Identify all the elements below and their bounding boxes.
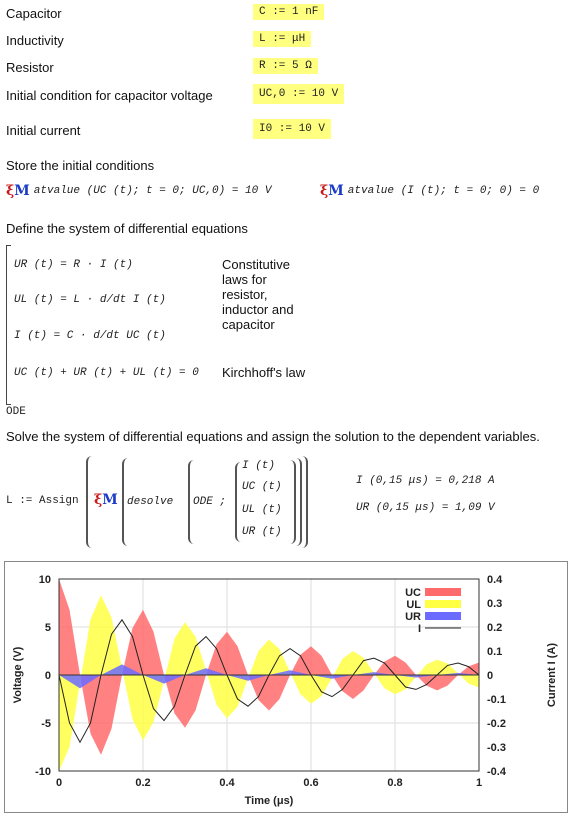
legend-label: I — [417, 623, 421, 635]
initial-current-definition[interactable]: I0 := 10 V — [253, 119, 331, 139]
store-expr-text-1: atvalue (UC (t); t = 0; UC,0) = 10 V — [33, 185, 272, 197]
y-tick-label: -5 — [41, 718, 51, 730]
legend-swatch-uc — [425, 588, 461, 596]
def-label-initial-current: Initial current — [6, 123, 81, 138]
equation-inductor[interactable]: UL (t) = L · d/dt I (t) — [14, 294, 166, 306]
ode-argument: ODE ; — [193, 496, 227, 508]
symbolic-icon: ξM — [320, 183, 344, 199]
solve-heading: Solve the system of differential equations and assign the solution to the dependent variables. — [6, 429, 540, 444]
x-tick-label: 1 — [475, 777, 483, 789]
result-current[interactable]: I (0,15 μs) = 0,218 A — [356, 475, 495, 487]
y2-tick-label: 0.3 — [487, 598, 503, 610]
legend-label: UL — [406, 599, 421, 611]
y2-tick-label: 0.1 — [487, 646, 503, 658]
result-resistor-voltage[interactable]: UR (0,15 μs) = 1,09 V — [356, 502, 495, 514]
note-kirchhoff: Kirchhoff's law — [222, 365, 306, 380]
def-label-resistor: Resistor — [6, 60, 54, 75]
y2-tick-label: -0.1 — [487, 694, 506, 706]
equation-kirchhoff[interactable]: UC (t) + UR (t) + UL (t) = 0 — [14, 367, 199, 379]
rlc-chart — [5, 562, 567, 812]
desolve-func: desolve — [127, 496, 174, 508]
x-tick-label: 0.4 — [219, 777, 235, 789]
var-ul: UL (t) — [242, 504, 282, 516]
legend-swatch-ur — [425, 612, 461, 620]
y-axis-label: Voltage (V) — [12, 646, 24, 704]
define-heading: Define the system of differential equations — [6, 221, 248, 236]
store-expression-2[interactable] — [320, 183, 539, 199]
equation-bracket — [6, 245, 11, 405]
var-ur: UR (t) — [242, 526, 282, 538]
y2-tick-label: 0.4 — [487, 574, 503, 586]
initial-voltage-definition[interactable]: UC,0 := 10 V — [253, 84, 344, 104]
assign-expression[interactable] — [6, 454, 306, 552]
y-tick-label: 0 — [44, 670, 51, 682]
y-tick-label: 10 — [38, 574, 51, 586]
store-expression-1[interactable] — [6, 183, 271, 199]
store-expr-text-2: atvalue (I (t); t = 0; 0) = 0 — [347, 185, 540, 197]
symbolic-icon: ξM — [6, 183, 30, 199]
def-label-inductivity: Inductivity — [6, 33, 64, 48]
chart-frame — [4, 561, 568, 813]
resistor-definition[interactable]: R := 5 Ω — [253, 58, 318, 74]
legend-swatch-ul — [425, 600, 461, 608]
legend-label: UR — [405, 611, 421, 623]
ode-label: ODE — [6, 406, 26, 418]
symbolic-icon: ξM — [94, 492, 118, 508]
capacitor-definition[interactable]: C := 1 nF — [253, 4, 324, 20]
equation-capacitor[interactable]: I (t) = C · d/dt UC (t) — [14, 330, 166, 342]
equation-resistor[interactable]: UR (t) = R · I (t) — [14, 259, 133, 271]
y2-tick-label: -0.4 — [487, 766, 506, 778]
y-tick-label: -10 — [35, 766, 51, 778]
legend-label: UC — [405, 587, 421, 599]
var-uc: UC (t) — [242, 481, 282, 493]
y2-tick-label: 0.2 — [487, 622, 503, 634]
y2-tick-label: -0.3 — [487, 742, 506, 754]
y2-tick-label: 0 — [487, 670, 494, 682]
x-tick-label: 0.8 — [387, 777, 403, 789]
def-label-capacitor: Capacitor — [6, 6, 62, 21]
store-heading: Store the initial conditions — [6, 158, 155, 173]
x-tick-label: 0 — [55, 777, 63, 789]
x-axis-label: Time (μs) — [244, 795, 294, 807]
y-tick-label: 5 — [44, 622, 51, 634]
y2-axis-label: Current I (A) — [546, 642, 558, 708]
var-current: I (t) — [242, 460, 276, 472]
note-constitutive: Constitutive laws for resistor, inductor and capacitor — [222, 257, 294, 332]
assign-lhs: L := Assign — [6, 495, 79, 507]
x-tick-label: 0.2 — [135, 777, 151, 789]
inductivity-definition[interactable]: L := μH — [253, 31, 311, 47]
y2-tick-label: -0.2 — [487, 718, 506, 730]
x-tick-label: 0.6 — [303, 777, 319, 789]
def-label-initial-voltage: Initial condition for capacitor voltage — [6, 88, 213, 103]
